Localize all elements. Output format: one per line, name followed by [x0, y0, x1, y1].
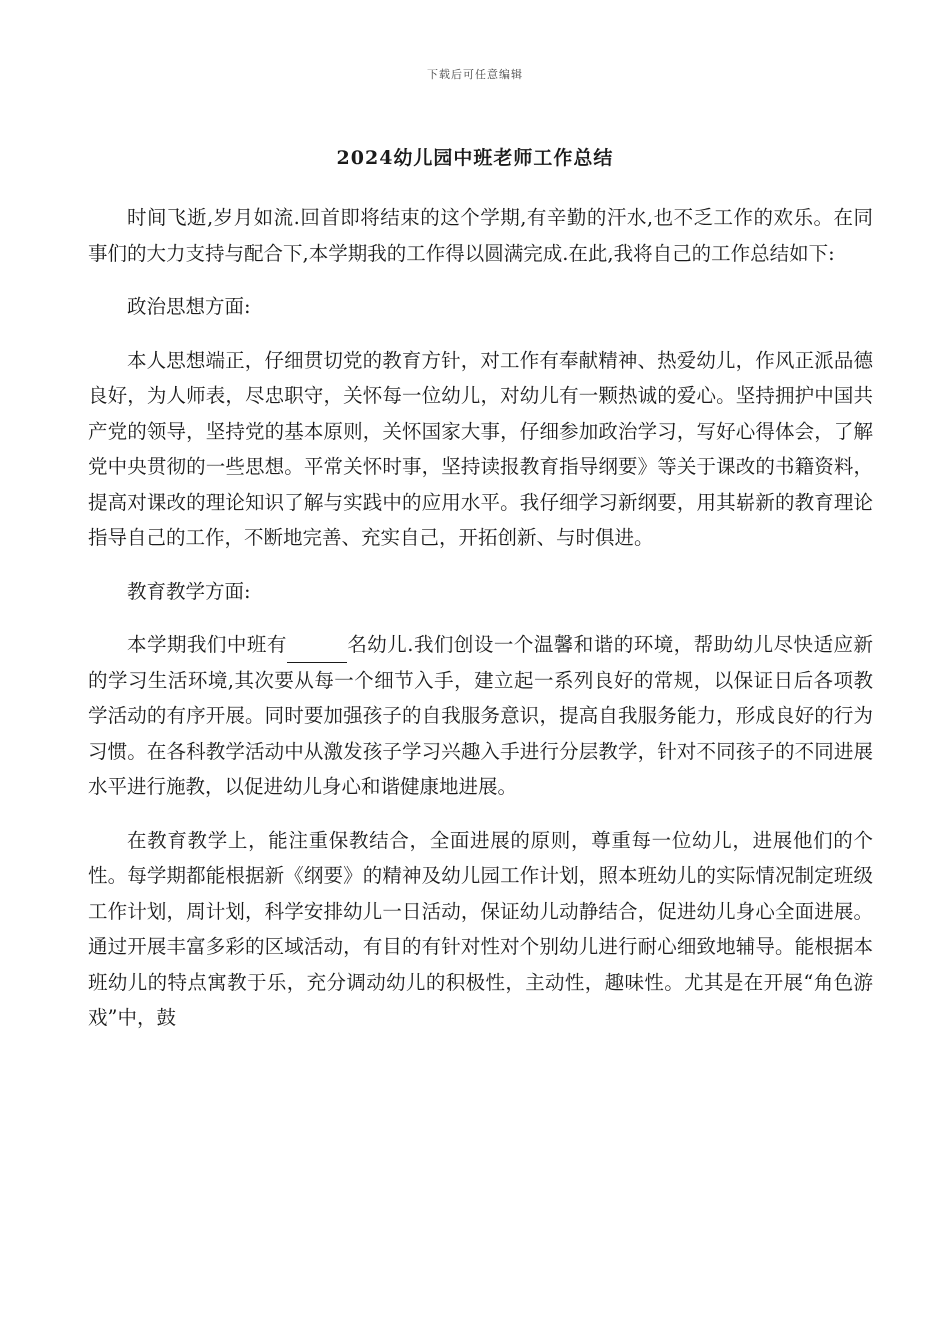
- document-title: 2024幼儿园中班老师工作总结: [336, 147, 614, 169]
- section-heading-teaching: 教育教学方面:: [127, 579, 251, 603]
- teaching-text-rest: 名幼儿.我们创设一个温馨和谐的环境，帮助幼儿尽快适应新的学习生活环境,其次要从每一个细节入手，建立起一系列良好的常规，以保证日后各项教学活动的有序开展。同时要加强孩子的自我服务意识，提高自我服务能力，形成良好的行为习惯。在各科教学活动中从激发孩子学习兴趣入手进行分层教学，针对不同孩子的不同进展水平进行施教，以促进幼儿身心和谐健康地进展。: [88, 633, 873, 798]
- header-note: 下载后可任意编辑: [427, 68, 523, 81]
- teaching-text-start: 本学期我们中班有: [127, 633, 287, 656]
- education-paragraph: 在教育教学上，能注重保教结合，全面进展的原则，尊重每一位幼儿，进展他们的个性。每学期都能根据新《纲要》的精神及幼儿园工作计划，照本班幼儿的实际情况制定班级工作计划，周计划，科学安排幼儿一日活动，保证幼儿动静结合，促进幼儿身心全面进展。通过开展丰富多彩的区域活动，有目的有针对性对个别幼儿进行耐心细致地辅导。能根据本班幼儿的特点寓教于乐，充分调动幼儿的积极性，主动性，趣味性。尤其是在开展“角色游戏”中，鼓: [88, 828, 873, 1029]
- document-body: [88, 200, 873, 1036]
- section-heading-politics: 政治思想方面:: [127, 295, 251, 318]
- student-count-blank: [287, 641, 347, 662]
- teaching-paragraph: [88, 627, 873, 805]
- politics-paragraph: 本人思想端正，仔细贯切党的教育方针，对工作有奉献精神、热爱幼儿，作风正派品德良好，为人师表，尽忠职守，关怀每一位幼儿，对幼儿有一颗热诚的爱心。坚持拥护中国共产党的领导，坚持党的基本原则，关怀国家大事，仔细参加政治学习，写好心得体会，了解党中央贯彻的一些思想。平常关怀时事，坚持读报教育指导纲要》等关于课改的书籍资料，提高对课改的理论知识了解与实践中的应用水平。我仔细学习新纲要，用其崭新的教育理论指导自己的工作，不断地完善、充实自己，开拓创新、与时俱进。: [88, 348, 873, 549]
- intro-paragraph: 时间飞逝,岁月如流.回首即将结束的这个学期,有辛勤的汗水,也不乏工作的欢乐。在同事们的大力支持与配合下,本学期我的工作得以圆满完成.在此,我将自己的工作总结如下:: [88, 206, 873, 265]
